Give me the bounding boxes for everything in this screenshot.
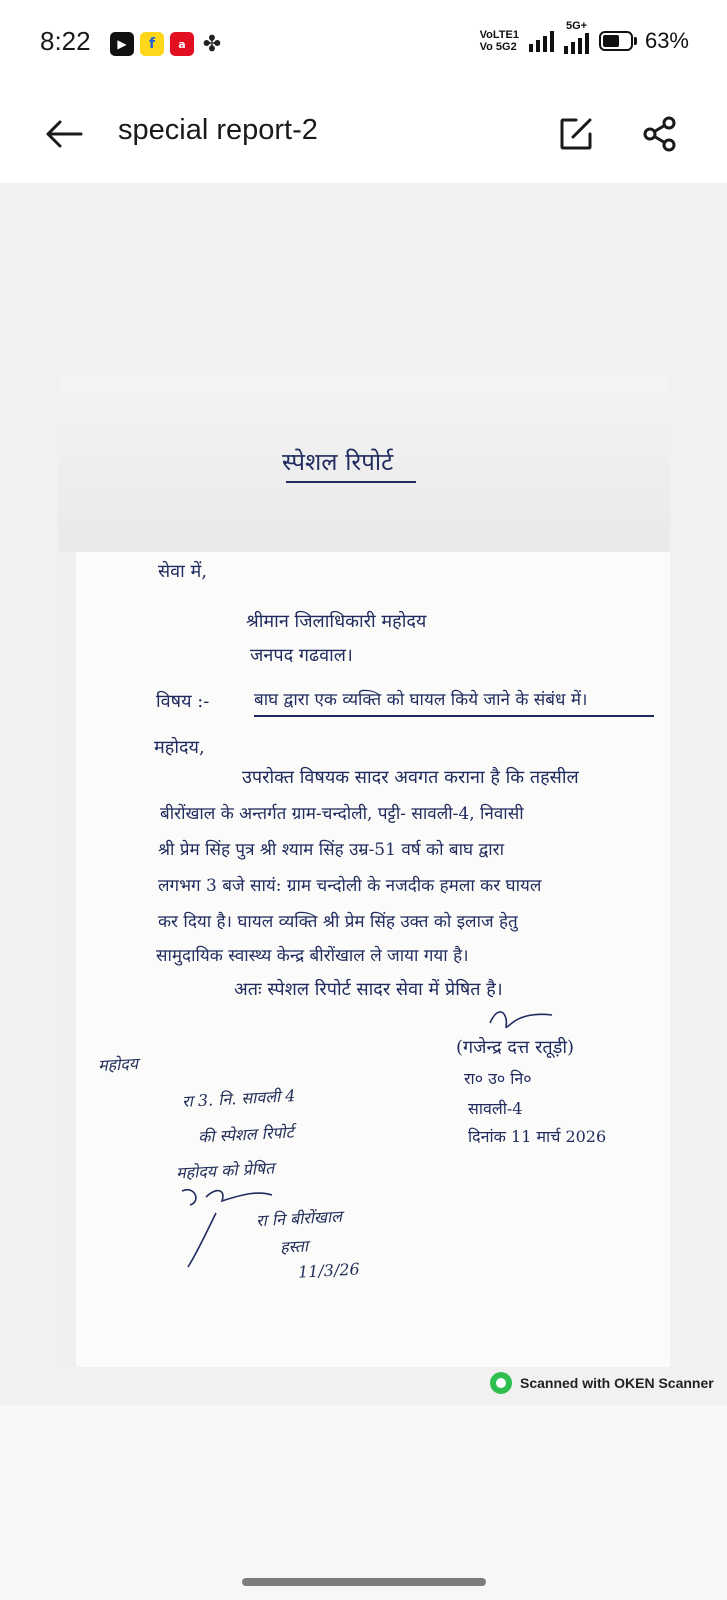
edit-icon <box>558 116 594 152</box>
share-button[interactable] <box>636 110 684 158</box>
scanner-text: Scanned with OKEN Scanner <box>520 1375 714 1391</box>
status-time: 8:22 <box>40 26 91 56</box>
status-bar <box>0 0 727 88</box>
body-line-6: सामुदायिक स्वास्थ्य केन्द्र बीरोंखाल ले जाया गया है। <box>156 946 469 966</box>
pinwheel-icon: ✤ <box>202 31 222 57</box>
body-line-2: बीरोंखाल के अन्तर्गत ग्राम-चन्दोली, पट्टी- सावली-4, निवासी <box>160 804 524 824</box>
scanned-page[interactable] <box>58 377 670 1367</box>
addressee-line-1: श्रीमान जिलाधिकारी महोदय <box>246 611 427 632</box>
airtel-icon: a <box>170 32 194 56</box>
share-icon <box>642 116 678 152</box>
bottom-area <box>0 1405 727 1600</box>
battery-icon <box>599 28 689 54</box>
heading-underline <box>286 481 416 483</box>
signatory-date: दिनांक 11 मार्च 2026 <box>468 1127 607 1146</box>
notification-icons <box>110 32 224 56</box>
flipkart-icon: f <box>140 32 164 56</box>
stamp-line-2: हस्ता <box>279 1236 309 1257</box>
body-line-7: अतः स्पेशल रिपोर्ट सादर सेवा में प्रेषित है। <box>234 979 503 1000</box>
signatory-area: सावली-4 <box>468 1099 523 1118</box>
youtube-icon: ▶ <box>110 32 134 56</box>
page-edge <box>58 552 76 1367</box>
signal-icon-5g <box>564 20 589 54</box>
forward-note-line-2: की स्पेशल रिपोर्ट <box>197 1122 295 1147</box>
subject-label: विषय :- <box>156 691 210 712</box>
home-indicator[interactable] <box>242 1578 486 1586</box>
battery-fill <box>603 35 619 47</box>
volte-line-1: VoLTE1 <box>479 29 519 41</box>
volte-indicator <box>480 29 519 53</box>
forward-note-line-3: महोदय को प्रेषित <box>175 1158 275 1183</box>
signatory-title: रा० उ० नि० <box>464 1069 532 1088</box>
stamp-line-1: रा नि बीरोंखाल <box>255 1206 343 1231</box>
app-bar <box>0 88 727 183</box>
edit-button[interactable] <box>552 110 600 158</box>
volte-line-2: Vo 5G2 <box>479 41 517 53</box>
signatory-name: (गजेन्द्र दत्त रतूड़ी) <box>456 1037 575 1058</box>
salutation: महोदय, <box>154 737 205 758</box>
subject-text: बाघ द्वारा एक व्यक्ति को घायल किये जाने के संबंध में। <box>254 690 588 710</box>
addressee-line-2: जनपद गढवाल। <box>250 645 353 666</box>
document-viewer[interactable] <box>0 183 727 1413</box>
to-label: सेवा में, <box>158 561 208 582</box>
back-button[interactable] <box>40 110 88 158</box>
battery-percent: 63% <box>644 28 689 53</box>
stamp-line-3: 11/3/26 <box>297 1259 361 1282</box>
body-line-3: श्री प्रेम सिंह पुत्र श्री श्याम सिंह उम्र-51 वर्ष को बाघ द्वारा <box>158 840 504 860</box>
page-title: special report-2 <box>118 114 318 146</box>
back-arrow-icon <box>45 119 83 149</box>
network-type-label: 5G+ <box>565 20 588 32</box>
document-heading: स्पेशल रिपोर्ट <box>282 448 394 476</box>
body-line-1: उपरोक्त विषयक सादर अवगत कराना है कि तहसील <box>242 767 579 788</box>
forward-note-line-1: रा 3. नि. सावली 4 <box>181 1086 296 1111</box>
forward-note-label: महोदय <box>97 1053 139 1076</box>
scanner-watermark <box>490 1372 714 1394</box>
system-icons <box>479 20 689 54</box>
subject-underline <box>254 715 654 717</box>
body-line-5: कर दिया है। घायल व्यक्ति श्री प्रेम सिंह उक्त को इलाज हेतु <box>158 912 518 932</box>
oken-scanner-logo-icon <box>490 1372 512 1394</box>
body-line-4: लगभग 3 बजे सायं: ग्राम चन्दोली के नजदीक हमला कर घायल <box>158 876 542 896</box>
signature-mark <box>482 1005 562 1035</box>
signal-icon-sim1 <box>529 30 554 52</box>
